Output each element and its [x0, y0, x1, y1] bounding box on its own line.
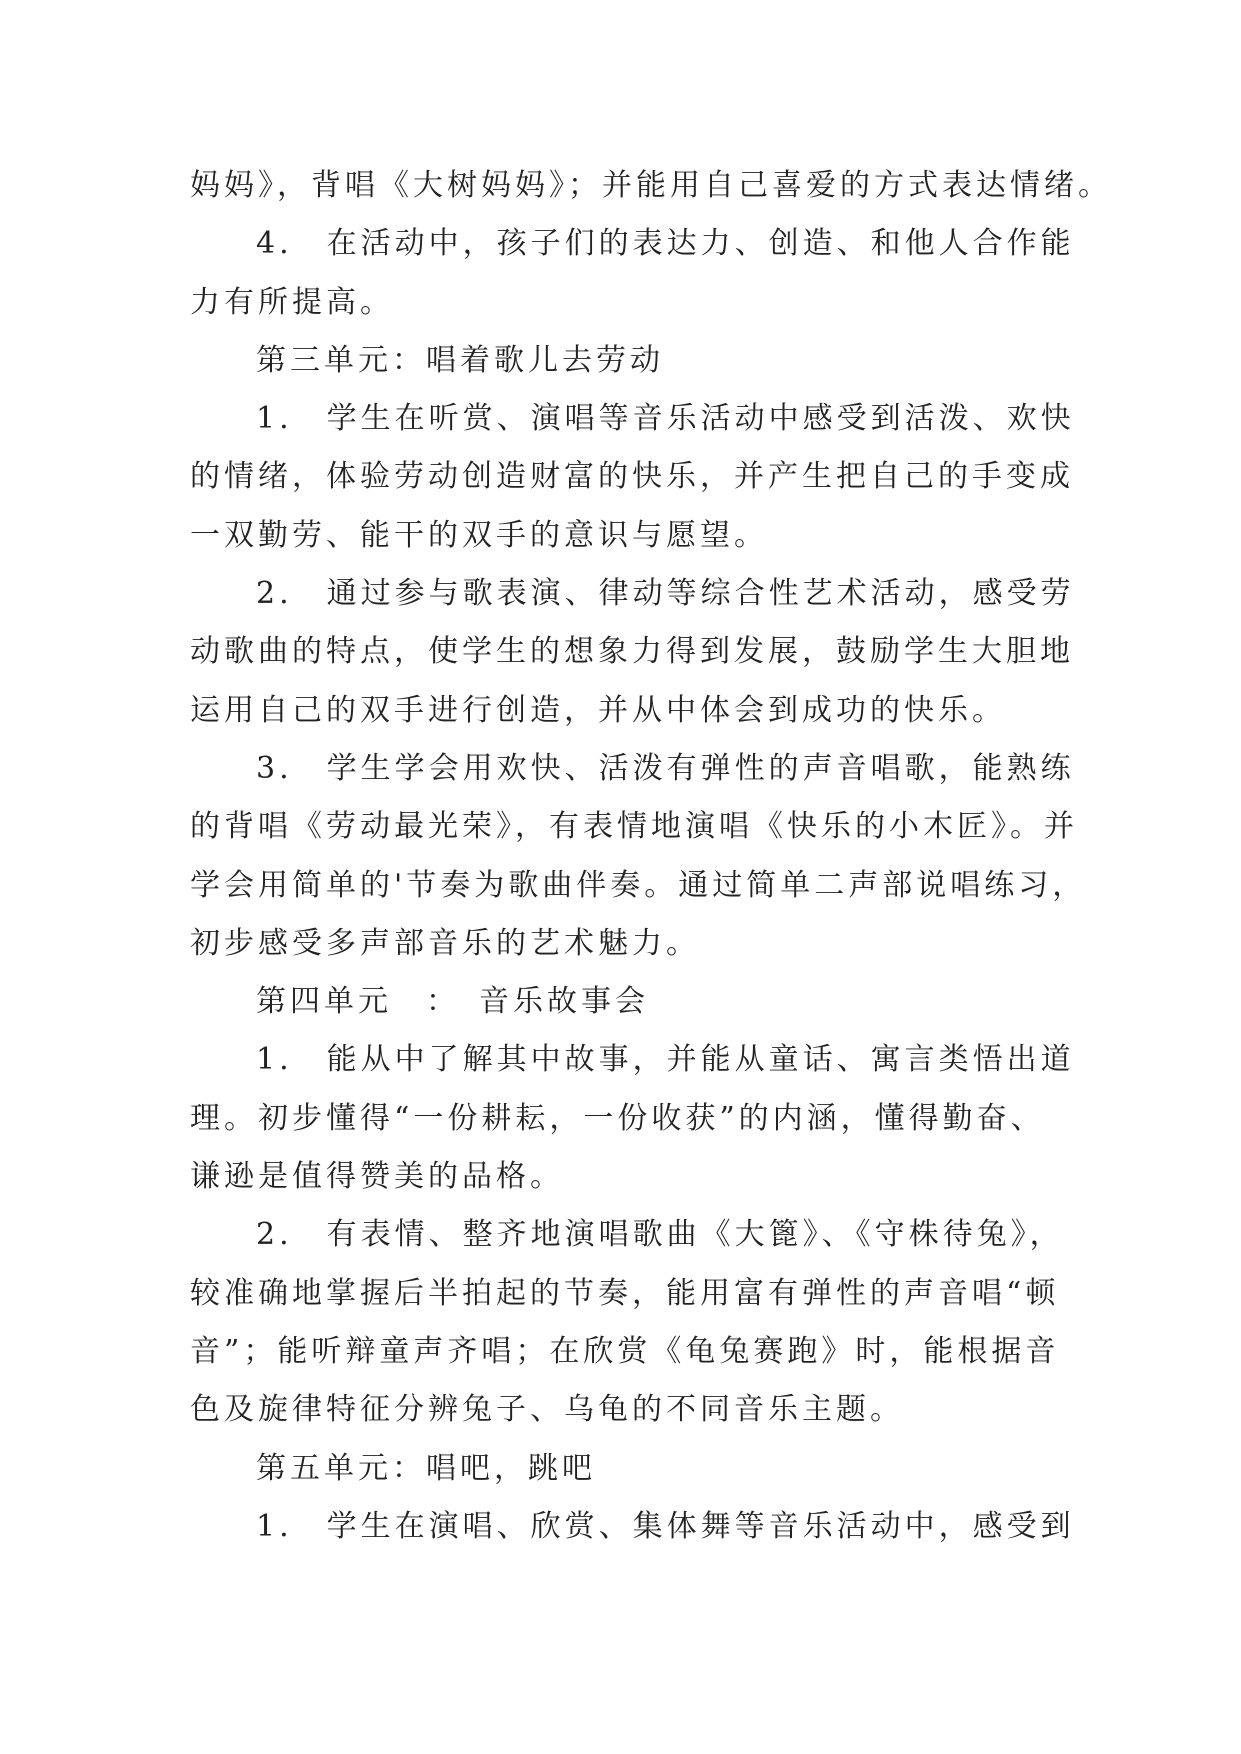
text-line: 较准确地掌握后半拍起的节奏，能用富有弹性的声音唱“顿	[190, 1275, 1060, 1311]
text-line: 谦逊是值得赞美的品格。	[190, 1159, 564, 1195]
text-line: 4. 在活动中，孩子们的表达力、创造、和他人合作能	[256, 226, 1075, 262]
text-line: 1. 学生在演唱、欣赏、集体舞等音乐活动中，感受到	[256, 1508, 1075, 1544]
section-heading: 第五单元：唱吧，跳吧	[256, 1450, 596, 1486]
text-line: 运用自己的双手进行创造，并从中体会到成功的快乐。	[190, 692, 1006, 728]
text-line: 色及旋律特征分辨兔子、乌龟的不同音乐主题。	[190, 1392, 904, 1428]
text-line: 学会用简单的'节奏为歌曲伴奏。通过简单二声部说唱练习，	[190, 867, 1087, 903]
text-line: 的情绪，体验劳动创造财富的快乐，并产生把自己的手变成	[190, 459, 1074, 495]
text-line: 音”；能听辩童声齐唱；在欣赏《龟兔赛跑》时，能根据音	[190, 1333, 1060, 1369]
text-line: 理。初步懂得“一份耕耘，一份收获”的内涵，懂得勤奋、	[190, 1100, 1045, 1136]
text-line: 1. 学生在听赏、演唱等音乐活动中感受到活泼、欢快	[256, 401, 1075, 437]
text-line: 动歌曲的特点，使学生的想象力得到发展，鼓励学生大胆地	[190, 634, 1074, 670]
text-line: 2. 有表情、整齐地演唱歌曲《大篦》、《守株待兔》，	[256, 1217, 1064, 1253]
text-line: 的背唱《劳动最光荣》，有表情地演唱《快乐的小木匠》。并	[190, 809, 1078, 845]
document-body	[190, 157, 1112, 1556]
section-heading: 第三单元：唱着歌儿去劳动	[256, 342, 664, 378]
section-heading: 第四单元 ： 音乐故事会	[256, 984, 649, 1020]
text-line: 3. 学生学会用欢快、活泼有弹性的声音唱歌，能熟练	[256, 750, 1075, 786]
text-line: 一双勤劳、能干的双手的意识与愿望。	[190, 517, 768, 553]
text-line: 力有所提高。	[190, 284, 394, 320]
text-line: 1. 能从中了解其中故事，并能从童话、寓言类悟出道	[256, 1042, 1075, 1078]
text-line: 2. 通过参与歌表演、律动等综合性艺术活动，感受劳	[256, 576, 1075, 612]
text-line: 初步感受多声部音乐的艺术魅力。	[190, 925, 700, 961]
text-line: 妈妈》，背唱《大树妈妈》；并能用自己喜爱的方式表达情绪。	[190, 168, 1112, 203]
